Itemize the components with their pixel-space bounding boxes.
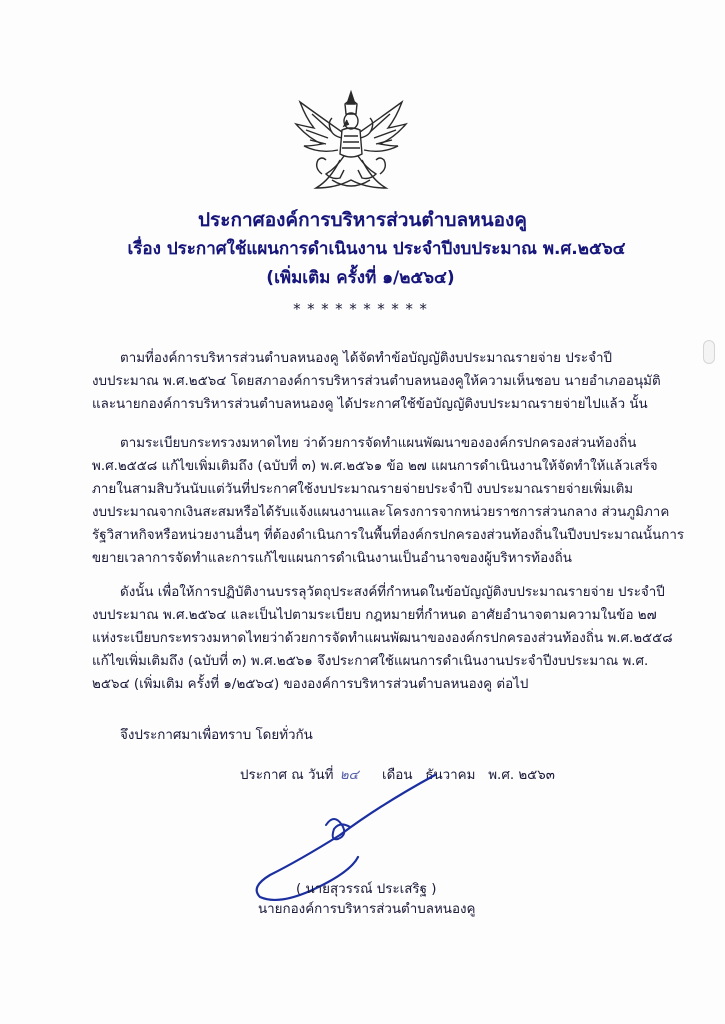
paragraph-3-line: แห่งระเบียบกระทรวงมหาดไทยว่าด้วยการจัดทำแผนพัฒนาขององค์กรปกครองส่วนท้องถิ่น พ.ศ.๒๕๕๘ — [92, 631, 673, 646]
signatory-name: ( นายสุวรรณ์ ประเสริฐ ) — [296, 882, 437, 897]
paragraph-1 — [92, 347, 682, 416]
date-month: ธันวาคม — [425, 768, 476, 783]
paragraph-1-line: ตามที่องค์การบริหารส่วนตำบลหนองคู ได้จัดทำข้อบัญญัติงบประมาณรายจ่าย ประจำปี — [120, 351, 612, 366]
document-title: ประกาศองค์การบริหารส่วนตำบลหนองคู — [197, 209, 528, 231]
separator-stars: ********** — [292, 300, 433, 318]
paragraph-3-line: งบประมาณ พ.ศ.๒๕๖๔ และเป็นไปตามระเบียบ กฎหมายที่กำหนด อาศัยอำนาจตามความในข้อ ๒๗ — [92, 608, 657, 623]
paragraph-1-line: และนายกองค์การบริหารส่วนตำบลหนองคู ได้ประกาศใช้ข้อบัญญัติงบประมาณรายจ่ายไปแล้ว นั้น — [92, 397, 648, 412]
paragraph-2-line: ภายในสามสิบวันนับแต่วันที่ประกาศใช้งบประมาณรายจ่ายประจำปี งบประมาณรายจ่ายเพิ่มเติม — [92, 482, 634, 497]
document-amendment: (เพิ่มเติม ครั้งที่ ๑/๒๕๖๔) — [266, 268, 455, 288]
paragraph-2-line: ตามระเบียบกระทรวงมหาดไทย ว่าด้วยการจัดทำแผนพัฒนาขององค์กรปกครองส่วนท้องถิ่น — [120, 436, 637, 451]
paragraph-2-line: ขยายเวลาการจัดทำและการแก้ไขแผนการดำเนินงานเป็นอำนาจของผู้บริหารท้องถิ่น — [92, 551, 572, 566]
punch-hole-mark — [703, 340, 715, 364]
garuda-emblem-icon — [292, 88, 410, 196]
date-month-label: เดือน — [382, 768, 413, 783]
closing-statement: จึงประกาศมาเพื่อทราบ โดยทั่วกัน — [120, 728, 313, 743]
paragraph-3-line: ๒๕๖๔ (เพิ่มเติม ครั้งที่ ๑/๒๕๖๔) ขององค์การบริหารส่วนตำบลหนองคู ต่อไป — [92, 677, 529, 692]
paragraph-3-line: ดังนั้น เพื่อให้การปฏิบัติงานบรรลุวัตถุประสงค์ที่กำหนดในข้อบัญญัติงบประมาณรายจ่าย ประจำปี — [120, 585, 665, 600]
date-year: พ.ศ. ๒๕๖๓ — [488, 768, 555, 783]
date-day: ๒๔ — [339, 768, 359, 783]
paragraph-2-line: รัฐวิสาหกิจหรือหน่วยงานอื่นๆ ที่ต้องดำเนินการในพื้นที่องค์กรปกครองส่วนท้องถิ่นในปีงบประมาณนั้นการ — [92, 528, 685, 543]
signatory-title: นายกองค์การบริหารส่วนตำบลหนองคู — [258, 902, 476, 917]
paragraph-3-line: แก้ไขเพิ่มเติมถึง (ฉบับที่ ๓) พ.ศ.๒๕๖๑ จึงประกาศใช้แผนการดำเนินงานประจำปีงบประมาณ พ.ศ. — [92, 654, 649, 669]
paragraph-2-line: งบประมาณจากเงินสะสมหรือได้รับแจ้งแผนงานและโครงการจากหน่วยราชการส่วนกลาง ส่วนภูมิภาค — [92, 505, 670, 520]
paragraph-3 — [92, 581, 682, 696]
paragraph-2 — [92, 432, 685, 570]
date-prefix: ประกาศ ณ วันที่ — [240, 768, 334, 783]
paragraph-2-line: พ.ศ.๒๕๕๘ แก้ไขเพิ่มเติมถึง (ฉบับที่ ๓) พ.ศ.๒๕๖๑ ข้อ ๒๗ แผนการดำเนินงานให้จัดทำให้แล้วเสร็จ — [92, 459, 658, 474]
document-subject: เรื่อง ประกาศใช้แผนการดำเนินงาน ประจำปีงบประมาณ พ.ศ.๒๕๖๔ — [127, 239, 626, 259]
paragraph-1-line: งบประมาณ พ.ศ.๒๕๖๔ โดยสภาองค์การบริหารส่วนตำบลหนองคูให้ความเห็นชอบ นายอำเภออนุมัติ — [92, 374, 661, 389]
